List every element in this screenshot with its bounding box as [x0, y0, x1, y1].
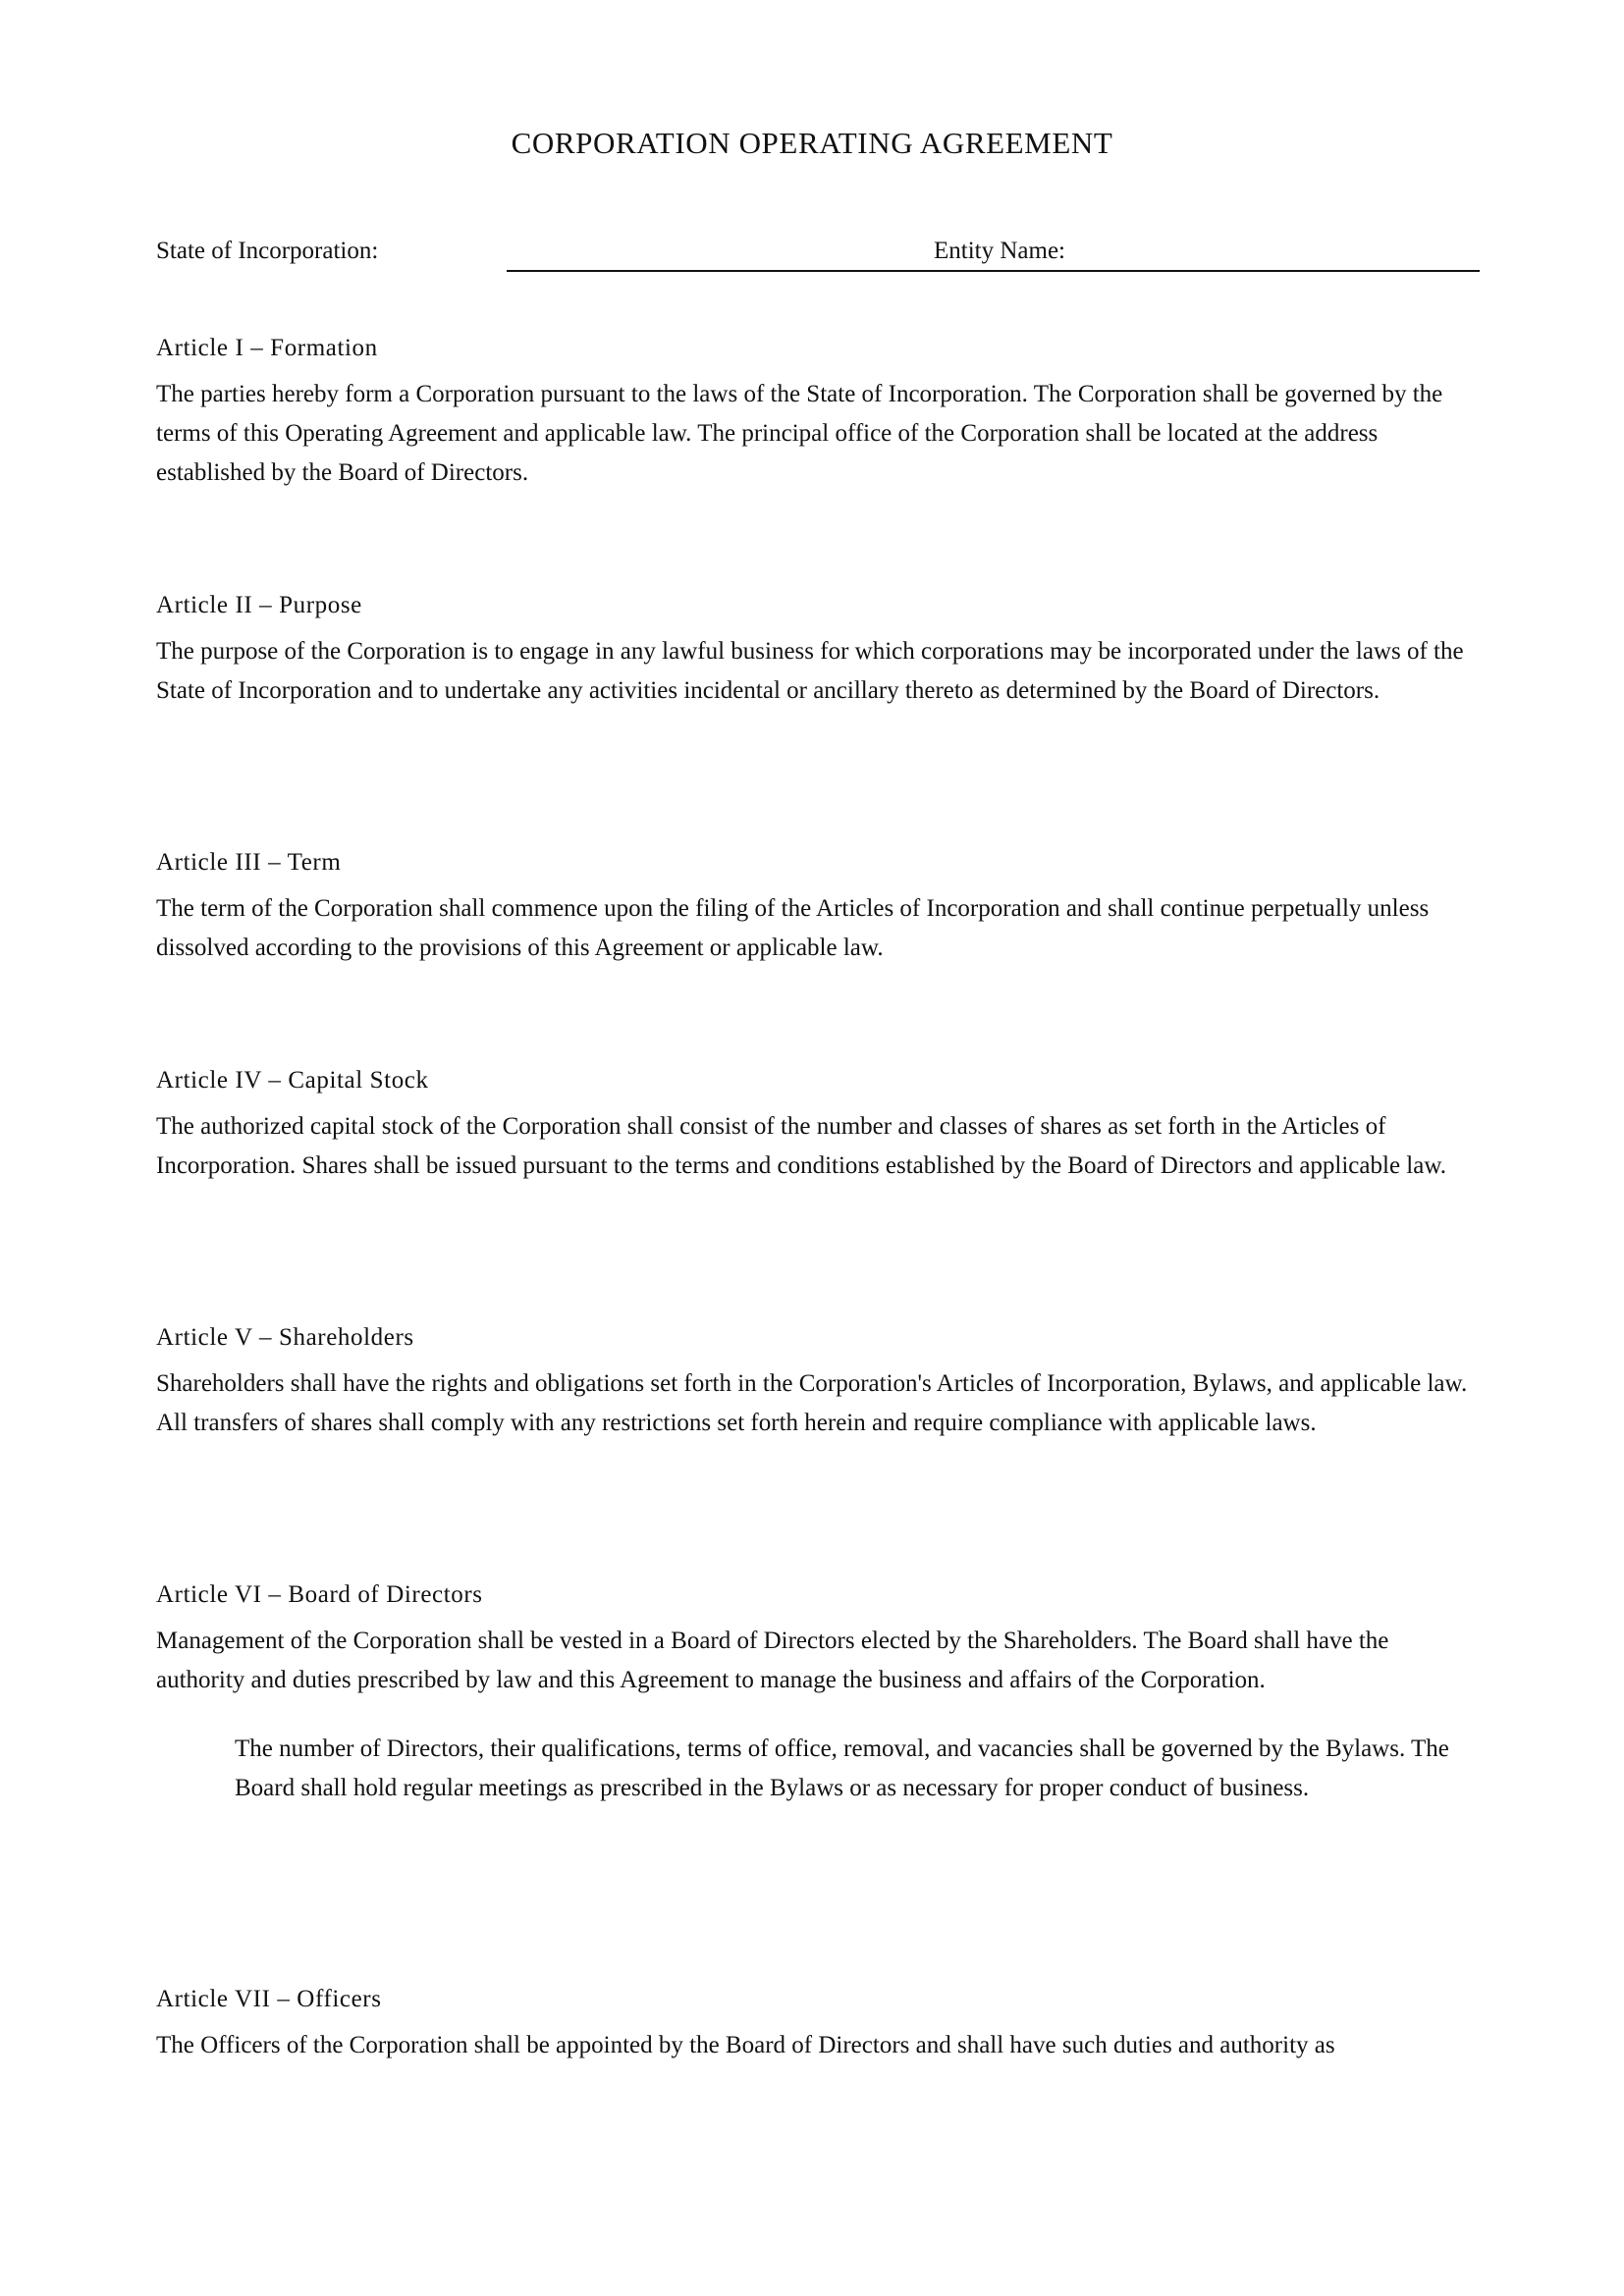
article-purpose: [156, 589, 1482, 711]
article-officers: [156, 1983, 1482, 2065]
article-board-of-directors: [156, 1578, 1482, 1808]
article-paragraph: Management of the Corporation shall be vested in a Board of Directors elected by the Shareholders. The Board shall have the authority and duties prescribed by law and this Agreement to manage the business and affairs of the Corporation.: [156, 1628, 1389, 1693]
article-term: [156, 846, 1482, 968]
article-paragraph: Shareholders shall have the rights and obligations set forth in the Corporation's Articles of Incorporation, Bylaws, and applicable law. All transfers of shares shall comply with any restrictions set forth herein and require compliance with applicable laws.: [156, 1370, 1468, 1436]
article-heading: Article VI – Board of Directors: [156, 1581, 483, 1608]
header-fields: [156, 238, 1482, 277]
article-shareholders: [156, 1321, 1482, 1443]
article-heading: Article IV – Capital Stock: [156, 1067, 429, 1094]
article-heading: Article V – Shareholders: [156, 1324, 414, 1351]
article-heading: Article III – Term: [156, 849, 342, 876]
article-capital-stock: [156, 1064, 1482, 1186]
article-paragraph: The Officers of the Corporation shall be appointed by the Board of Directors and shall have such duties and authority as: [156, 2032, 1335, 2058]
article-indented-paragraph: The number of Directors, their qualifications, terms of office, removal, and vacancies shall be governed by the Bylaws. The Board shall hold regular meetings as prescribed in the Bylaws or as necessary for proper conduct of business.: [235, 1735, 1449, 1801]
article-formation: [156, 332, 1482, 493]
entity-fill-line: [507, 270, 1480, 272]
article-paragraph: The purpose of the Corporation is to engage in any lawful business for which corporations may be incorporated under the laws of the State of Incorporation and to undertake any activities incidental or ancillary thereto as determined by the Board of Directors.: [156, 638, 1464, 704]
article-paragraph: The term of the Corporation shall commence upon the filing of the Articles of Incorporation and shall continue perpetually unless dissolved according to the provisions of this Agreement or applicable law.: [156, 895, 1430, 961]
article-heading: Article II – Purpose: [156, 592, 362, 618]
article-heading: Article I – Formation: [156, 335, 378, 361]
entity-name-label: Entity Name:: [934, 238, 1065, 264]
article-paragraph: The authorized capital stock of the Corporation shall consist of the number and classes of shares as set forth in the Articles of Incorporation. Shares shall be issued pursuant to the terms and conditions established by the Board of Directors and applicable law.: [156, 1113, 1447, 1179]
article-heading: Article VII – Officers: [156, 1986, 382, 2012]
state-of-incorporation-label: State of Incorporation:: [156, 238, 379, 264]
document-title: CORPORATION OPERATING AGREEMENT: [511, 126, 1113, 160]
article-paragraph: The parties hereby form a Corporation pursuant to the laws of the State of Incorporation. The Corporation shall be governed by the terms of this Operating Agreement and applicable law. The principal office of the Corporation shall be located at the address established by the Board of Directors.: [156, 381, 1443, 486]
